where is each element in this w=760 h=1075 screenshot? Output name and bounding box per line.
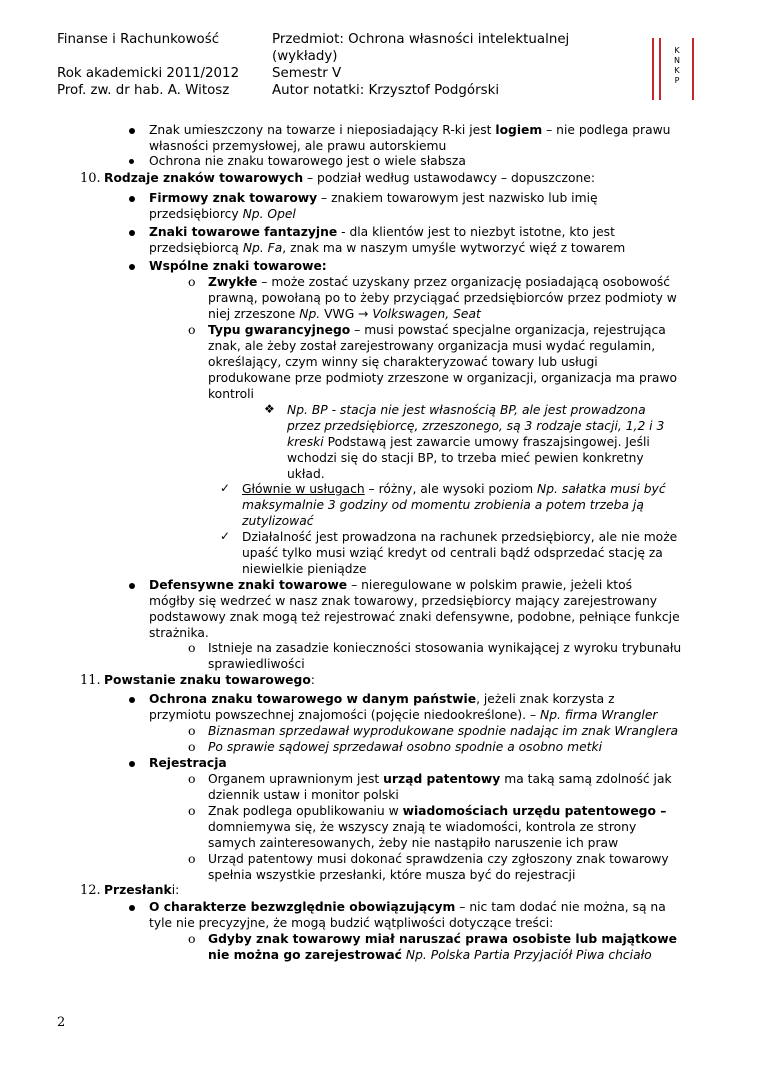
text-line: nie można go zarejestrować Np. Polska Partia Przyjaciół Piwa chciało bbox=[208, 948, 652, 962]
section-heading: Powstanie znaku towarowego: bbox=[104, 673, 315, 687]
header-subject-type: (wykłady) bbox=[272, 49, 338, 64]
text-line: Ochrona nie znaku towarowego jest o wiele słabsza bbox=[149, 154, 466, 168]
page-number: 2 bbox=[57, 1015, 66, 1030]
bullet-icon bbox=[129, 583, 135, 589]
header-subject: Przedmiot: Ochrona własności intelektualnej bbox=[272, 32, 570, 47]
text-line: niej zrzeszone Np. VWG → Volkswagen, Seat bbox=[208, 307, 481, 321]
text-line: spełnia wszystkie przesłanki, które musza być do rejestracji bbox=[208, 868, 576, 882]
text-line: produkowane prze podmioty zrzeszone w organizacji, organizacja ma prawo bbox=[208, 371, 678, 385]
text-line: niewielkie pieniądze bbox=[242, 562, 367, 576]
header-year: Rok akademicki 2011/2012 bbox=[57, 66, 240, 81]
text-line: Biznasman sprzedawał wyprodukowane spodnie nadając im znak Wranglera bbox=[208, 724, 679, 738]
text-line: sprawiedliwości bbox=[208, 657, 305, 671]
sub-bullet-icon: o bbox=[188, 274, 196, 289]
text-line: prawną, powołaną po to żeby przyciągać przedsiębiorców przez podmioty w bbox=[208, 291, 677, 305]
bullet-icon bbox=[129, 159, 134, 164]
sub-bullet-icon: o bbox=[188, 931, 196, 946]
sub-bullet-icon: o bbox=[188, 322, 196, 337]
text-line: O charakterze bezwzględnie obowiązującym – nic tam dodać nie można, są na bbox=[149, 900, 666, 914]
section-heading: Przesłanki: bbox=[104, 883, 180, 897]
text-line: wchodzi się do stacji BP, to trzeba mieć pewien konkretny bbox=[287, 451, 644, 465]
text-line: kontroli bbox=[208, 387, 254, 401]
text-line: Działalność jest prowadzona na rachunek przedsiębiorcy, ale nie może bbox=[242, 530, 678, 544]
text-line: maksymalnie 3 godziny od momentu zrobienia a potem trzeba ją bbox=[242, 498, 644, 512]
header-semester: Semestr V bbox=[272, 66, 342, 81]
text-line: Wspólne znaki towarowe: bbox=[149, 259, 327, 273]
text-line: tyle nie precyzyjne, że mogą budzić wątpliwości dotyczące treści: bbox=[149, 916, 554, 930]
bullet-icon bbox=[129, 264, 135, 270]
text-line: upaść tylko musi wziąć kredyt od centrali bądź odsprzedać stację za bbox=[242, 546, 663, 560]
bullet-icon bbox=[129, 128, 135, 134]
section-number: 12. bbox=[80, 883, 101, 898]
text-line: Znak umieszczony na towarze i nieposiadający R-ki jest logiem – nie podlega prawu bbox=[149, 123, 671, 137]
text-line: przedsiębiorcą Np. Fa, znak ma w naszym umyśle wytworzyć więź z towarem bbox=[149, 241, 626, 255]
text-line: Istnieje na zasadzie konieczności stosowania wynikającej z wyroku trybunału bbox=[208, 641, 682, 655]
checkmark-icon: ✓ bbox=[220, 529, 231, 543]
bullet-icon bbox=[129, 905, 135, 911]
text-line: Rejestracja bbox=[149, 756, 227, 770]
text-line: Znaki towarowe fantazyjne - dla klientów jest to niezbyt istotne, kto jest bbox=[149, 225, 615, 239]
logo-line-right bbox=[692, 38, 694, 100]
text-line: przez przedsiębiorcę, zrzeszonego, są 3 rodzaje stacji, 1,2 i 3 bbox=[287, 419, 665, 433]
text-line: przedsiębiorcy Np. Opel bbox=[149, 207, 296, 221]
text-line: strażnika. bbox=[149, 626, 209, 640]
header-author: Autor notatki: Krzysztof Podgórski bbox=[272, 83, 500, 98]
text-line: Zwykłe – może zostać uzyskany przez organizację posiadającą osobowość bbox=[208, 275, 671, 289]
text-line: Znak podlega opublikowaniu w wiadomościach urzędu patentowego – bbox=[208, 804, 667, 818]
section-heading: Rodzaje znaków towarowych – podział według ustawodawcy – dopuszczone: bbox=[104, 171, 595, 185]
text-line: Po sprawie sądowej sprzedawał osobno spodnie a osobno metki bbox=[208, 740, 603, 754]
text-line: Np. BP - stacja nie jest własnością BP, ale jest prowadzona bbox=[287, 403, 646, 417]
bullet-icon bbox=[129, 697, 135, 703]
text-line: Głównie w usługach – różny, ale wysoki poziom Np. sałatka musi być bbox=[242, 482, 666, 496]
sub-bullet-icon: o bbox=[188, 640, 196, 655]
checkmark-icon: ✓ bbox=[220, 481, 231, 495]
sub-bullet-icon: o bbox=[188, 723, 196, 738]
text-line: Ochrona znaku towarowego w danym państwie, jeżeli znak korzysta z bbox=[149, 692, 615, 706]
text-line: Defensywne znaki towarowe – nieregulowane w polskim prawie, jeżeli ktoś bbox=[149, 578, 633, 592]
sub-bullet-icon: o bbox=[188, 803, 196, 818]
section-number: 10. bbox=[80, 171, 101, 186]
text-line: dziennik ustaw i monitor polski bbox=[208, 788, 399, 802]
text-line: zutylizować bbox=[242, 514, 314, 528]
text-line: Organem uprawnionym jest urząd patentowy ma taką samą zdolność jak bbox=[208, 772, 672, 786]
logo-letters: K N K P bbox=[674, 46, 680, 85]
sub-bullet-icon: o bbox=[188, 771, 196, 786]
bullet-icon bbox=[129, 196, 135, 202]
text-line: własności przemysłowej, ale prawu autorskiemu bbox=[149, 139, 447, 153]
text-line: układ. bbox=[287, 467, 325, 481]
text-line: samych zainteresowanych, żeby nie nastąpiło naruszenie ich praw bbox=[208, 836, 619, 850]
text-line: Urząd patentowy musi dokonać sprawdzenia czy zgłoszony znak towarowy bbox=[208, 852, 669, 866]
sub-bullet-icon: o bbox=[188, 851, 196, 866]
text-line: znak, ale żeby został zarejestrowany organizacja musi wydać regulamin, bbox=[208, 339, 656, 353]
section-number: 11. bbox=[80, 673, 101, 688]
text-line: Typu gwarancyjnego – musi powstać specjalne organizacja, rejestrująca bbox=[208, 323, 666, 337]
text-line: Gdyby znak towarowy miał naruszać prawa osobiste lub majątkowe bbox=[208, 932, 677, 946]
text-line: Firmowy znak towarowy – znakiem towarowym jest nazwisko lub imię bbox=[149, 191, 598, 205]
text-line: mógłby się wedrzeć w nasz znak towarowy, przedsiębiorcy mający zarejestrowany bbox=[149, 594, 658, 608]
header-course: Finanse i Rachunkowość bbox=[57, 32, 220, 47]
bullet-icon bbox=[129, 230, 135, 236]
header-professor: Prof. zw. dr hab. A. Witosz bbox=[57, 83, 230, 98]
bullet-icon bbox=[129, 761, 135, 767]
text-line: określający, czym winny się charakteryzować towary lub usługi bbox=[208, 355, 598, 369]
logo-line-left bbox=[652, 38, 654, 100]
logo-line-mid bbox=[659, 38, 661, 100]
text-line: przymiotu powszechnej znajomości (pojęcie niedookreślone). – Np. firma Wrangler bbox=[149, 708, 658, 722]
text-line: kreski Podstawą jest zawarcie umowy fraszajsingowej. Jeśli bbox=[287, 435, 650, 449]
sub-bullet-icon: o bbox=[188, 739, 196, 754]
four-diamonds-icon: ❖ bbox=[264, 402, 275, 416]
text-line: domniemywa się, że wszyscy znają te wiadomości, kontrola ze strony bbox=[208, 820, 637, 834]
text-line: podstawowy znak mogą też rejestrować znaki defensywne, podobne, pełniące funkcje bbox=[149, 610, 680, 624]
right-arrow-icon: → bbox=[358, 307, 369, 321]
